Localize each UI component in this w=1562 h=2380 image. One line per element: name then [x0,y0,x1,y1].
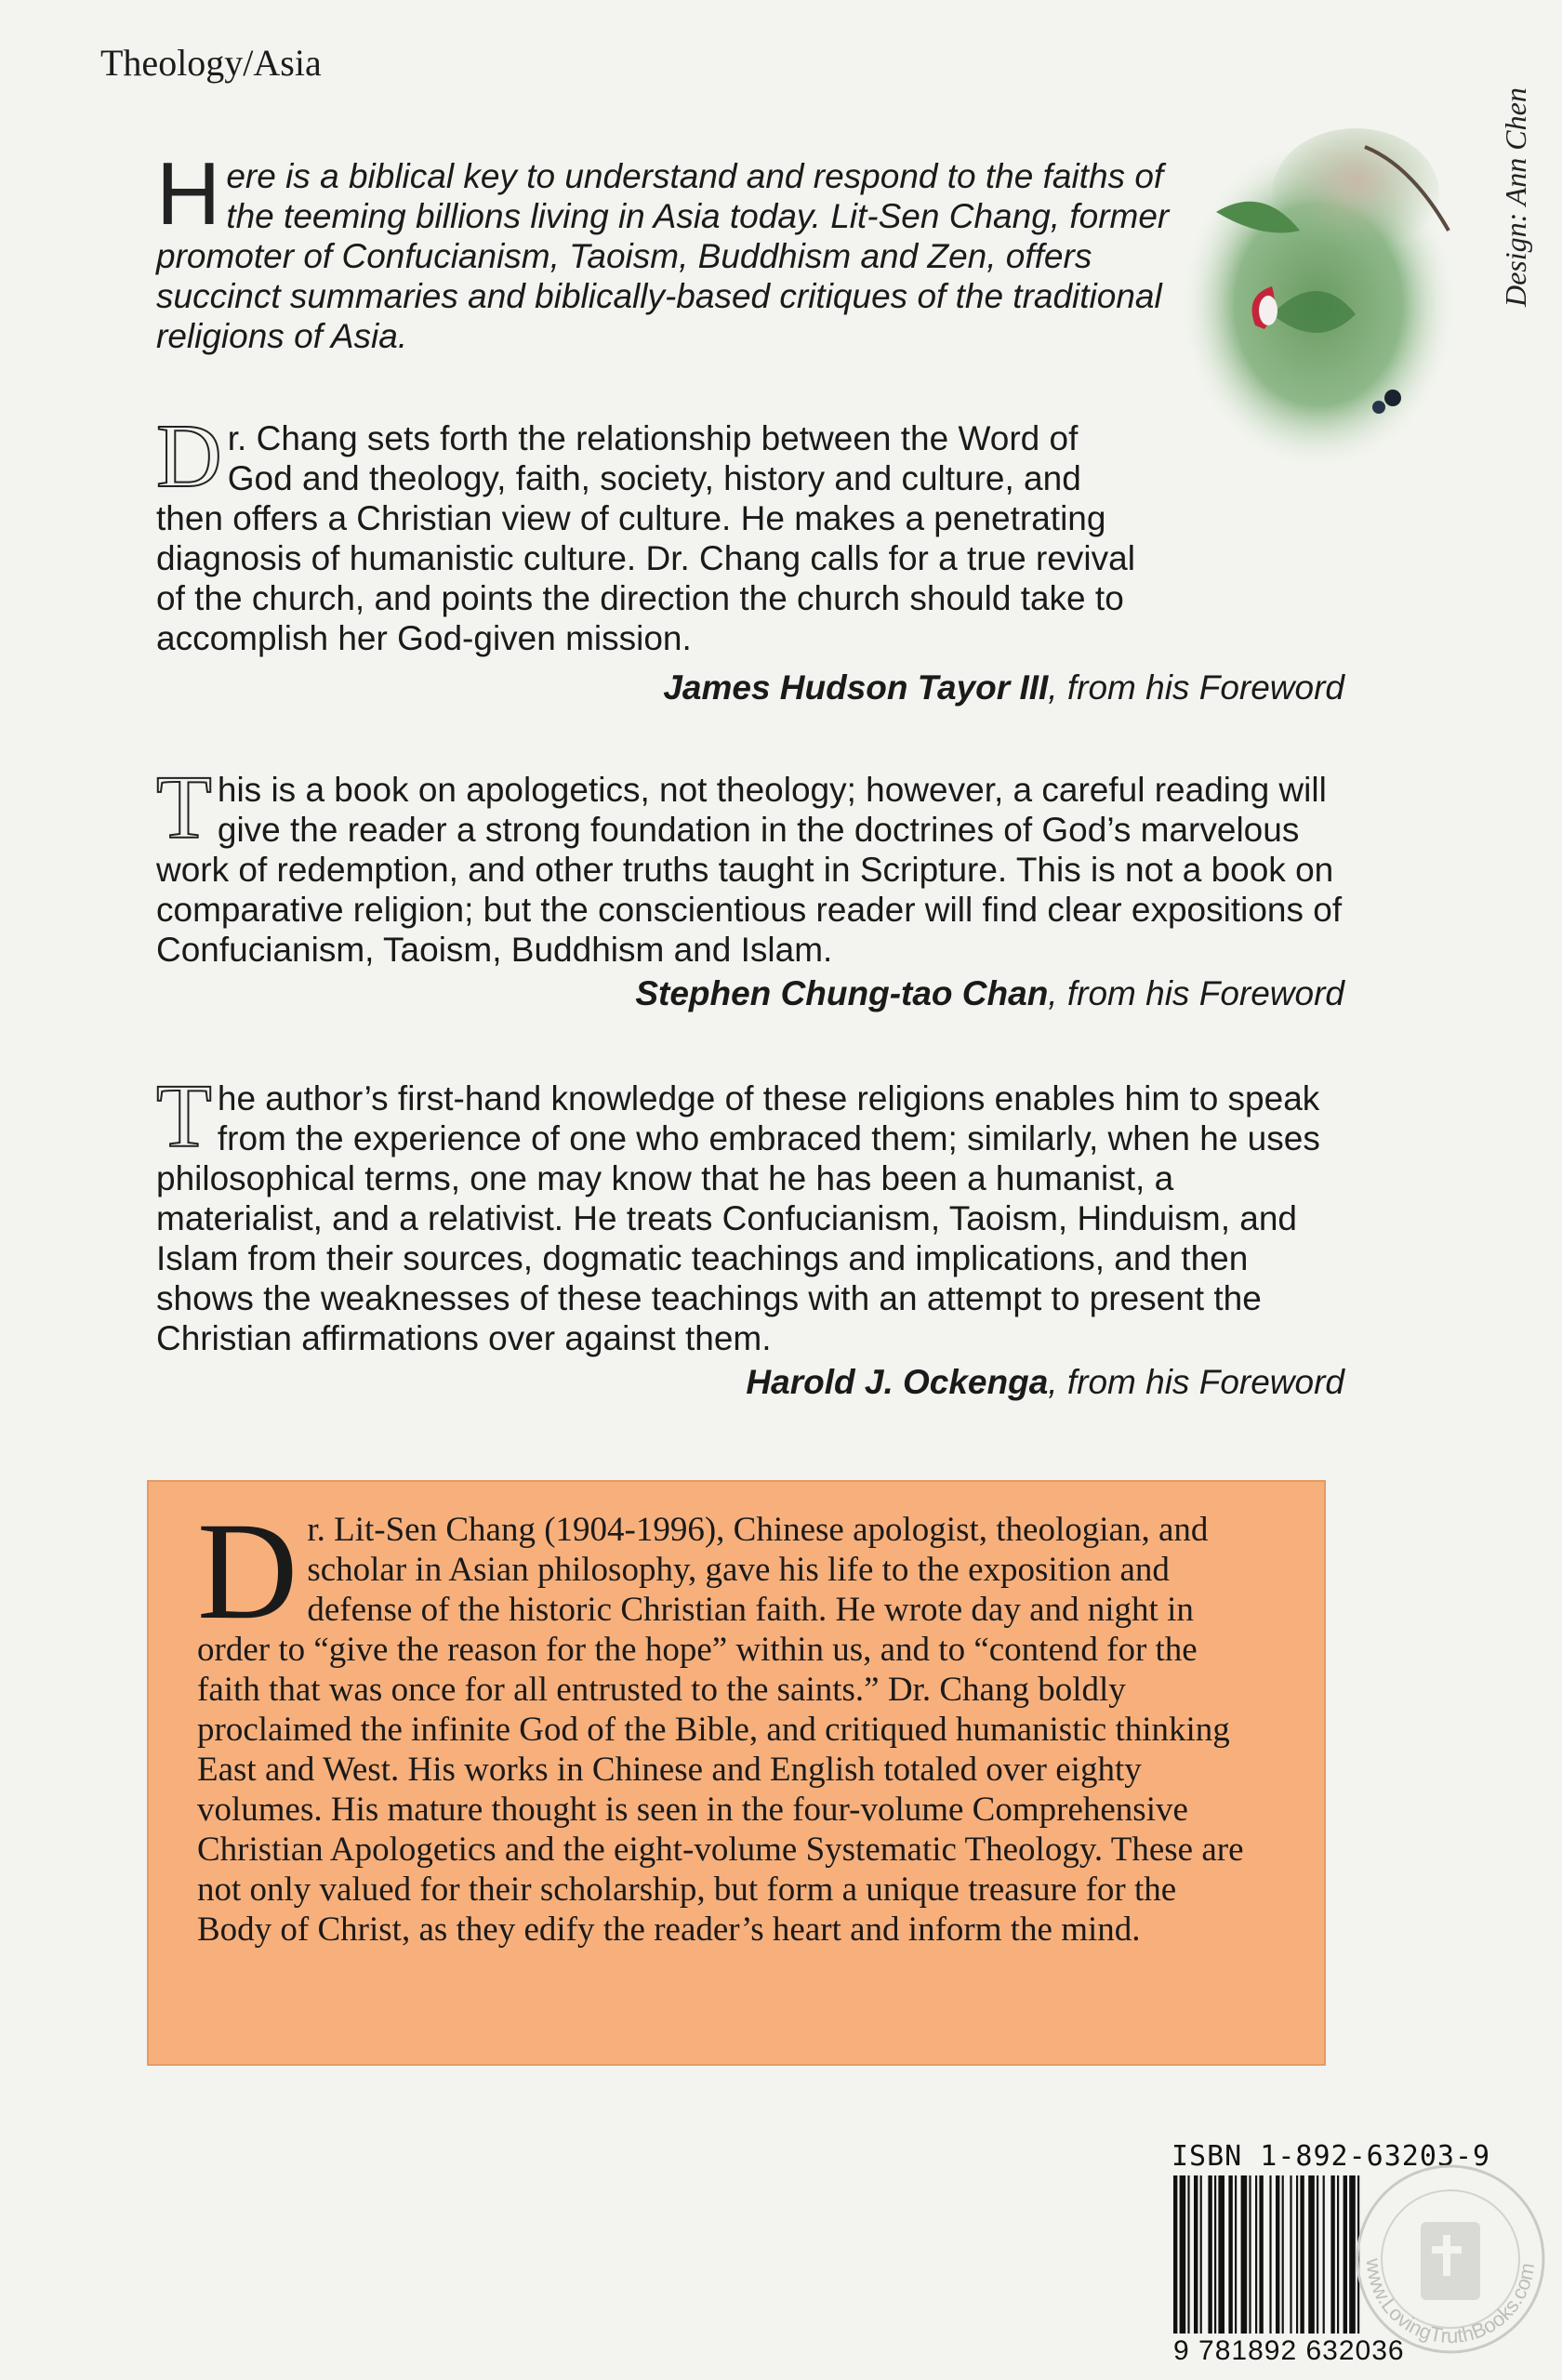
quote-dropcap: T [156,758,212,858]
barcode-number: 9 781892 632036 [1173,2335,1405,2366]
bio-dropcap: D [197,1494,298,1648]
quote-author: James Hudson Tayor III [663,668,1049,707]
quote-attribution [156,973,1344,1013]
isbn-label: ISBN 1-892-63203-9 [1172,2140,1491,2173]
author-bio [197,1494,1257,1950]
author-bio-box [147,1480,1326,2066]
bio-text: r. Lit-Sen Chang (1904-1996), Chinese apologist, theologian, and scholar in Asian philosophy, gave his life to the exposition and defense of the historic Christian faith. He wrote day and night in order to “give the reason for the hope” within us, and to “contend for the faith that was once for all entrusted to the saints.” Dr. Chang boldly proclaimed the infinite God of the Bible, and critiqued humanistic thinking East and West. His works in Chinese and English totaled over eighty volumes. His mature thought is seen in the four-volume Comprehensive Christian Apologetics and the eight-volume Systematic Theology. These are not only valued for their scholarship, but form a unique treasure for the Body of Christ, as they edify the reader’s heart and inform the mind. [197,1511,1244,1949]
quote-text: r. Chang sets forth the relationship between the Word of God and theology, faith, society, history and culture, and then offers a Christian view of culture. He makes a penetrating diagnosis of humanistic culture. Dr. Chang calls for a true revival of the church, and points the direction the church should take to accomplish her God-given mission. [156,419,1135,657]
watermark-text: www.LovingTruthBooks.com [1361,2257,1540,2348]
quote-source: , from his Foreword [1048,974,1344,1012]
intro-text: ere is a biblical key to understand and respond to the faiths of the teeming billions living in Asia today. Lit-Sen Chang, former promoter of Confucianism, Taoism, Buddhism and Zen, offers succinct summaries and biblically-based critiques of the traditional religions of Asia. [156,157,1170,355]
quote-attribution [156,1362,1344,1402]
category-label: Theology/Asia [100,42,322,84]
quote-author: Harold J. Ockenga [746,1363,1049,1401]
quote-source: , from his Foreword [1048,668,1344,707]
bookstore-seal-watermark [1330,2129,1553,2380]
quote-block [156,1066,1344,1402]
intro-dropcap: H [156,144,221,244]
quote-block [156,406,1344,707]
design-credit: Design: Ann Chen [1499,87,1532,307]
quote-dropcap: D [156,406,222,507]
quote-dropcap: T [156,1066,212,1167]
quote-attribution [156,662,1344,707]
quote-block [156,758,1344,1013]
quote-text: his is a book on apologetics, not theology; however, a careful reading will give the reader a strong foundation in the doctrines of God’s marvelous work of redemption, and other truths taught in Scripture. This is not a book on comparative religion; but the conscientious reader will find clear expositions of Confucianism, Taoism, Buddhism and Islam. [156,771,1343,969]
quote-text: he author’s first-hand knowledge of these religions enables him to speak from the experience of one who embraced them; similarly, when he uses philosophical terms, one may know that he has been a humanist, a materialist, and a relativist. He treats Confucianism, Taoism, Hinduism, and Islam from their sources, dogmatic teachings and implications, and then shows the weaknesses of these teachings with an attempt to present the Christian affirmations over against them. [156,1079,1320,1357]
intro-paragraph [156,144,1179,356]
quote-author: Stephen Chung-tao Chan [635,974,1049,1012]
quote-source: , from his Foreword [1048,1363,1344,1401]
